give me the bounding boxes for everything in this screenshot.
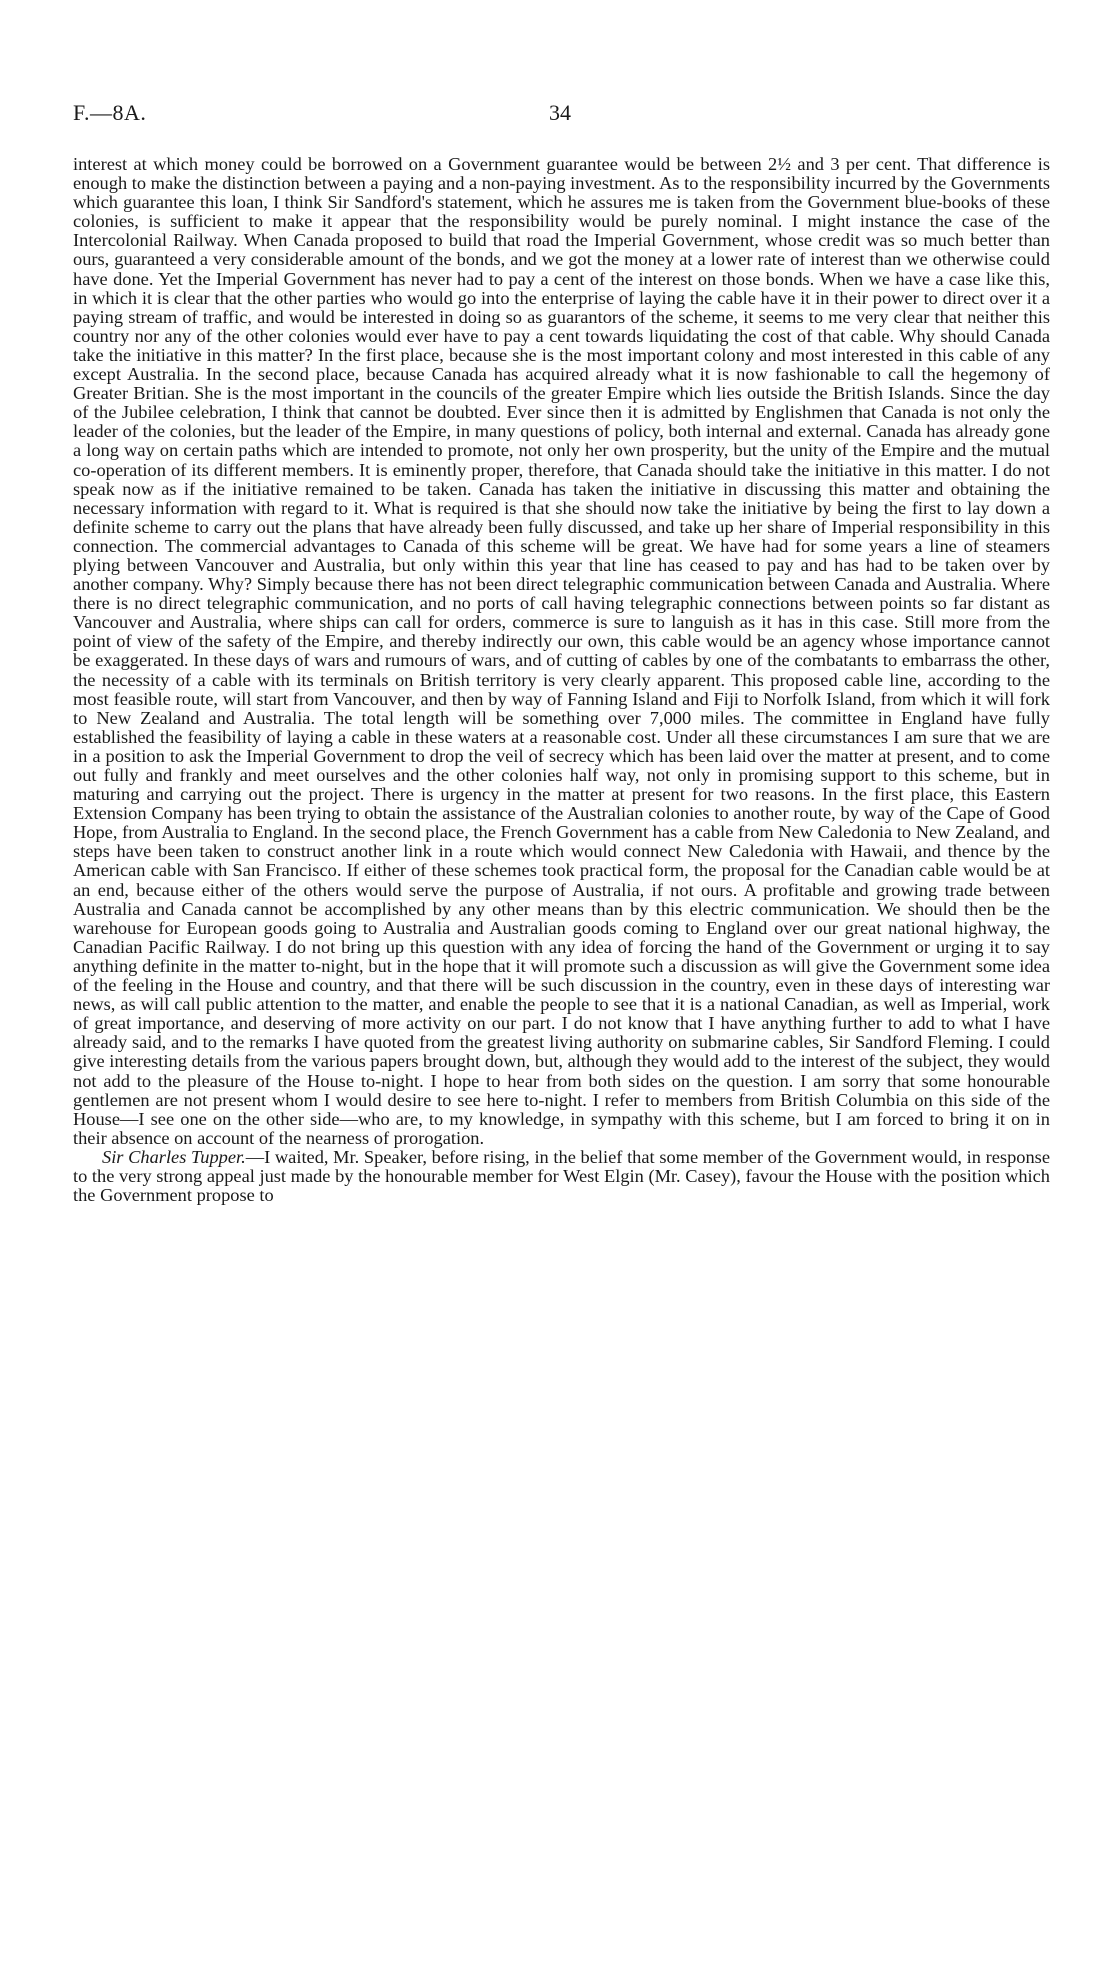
paragraph-text: interest at which money could be borrowed on a Government guarantee would be between 2½ and 3 per cent. That difference is enough to make the distinction between a paying and a non-paying investment. As to the responsibility incurred by the Governments which guarantee this loan, I think Sir Sandford's statement, which he assures me is taken from the Government blue-books of these colonies, is sufficient to make it appear that the responsibility would be purely nominal. I might instance the case of the Intercolonial Railway. When Canada proposed to build that road the Imperial Government, whose credit was so much better than ours, guaranteed a very considerable amount of the bonds, and we got the money at a lower rate of interest than we otherwise could have done. Yet the Imperial Government has never had to pay a cent of the interest on those bonds. When we have a case like this, in which it is clear that the other parties who would go into the enterprise of laying the cable have it in their power to direct over it a paying stream of traffic, and would be interested in doing so as guarantors of the scheme, it seems to me very clear that neither this country nor any of the other colonies would ever have to pay a cent towards liquidating the cost of that cable. Why should Canada take the initiative in this matter? In the first place, because she is the most important colony and most interested in this cable of any except Australia. In the second place, because Canada has acquired already what it is now fashionable to call the hegemony of Greater Britian. She is the most important in the councils of the greater Empire which lies outside the British Islands. Since the day of the Jubilee celebration, I think that cannot be doubted. Ever since then it is admitted by Englishmen that Canada is not only the leader of the colonies, but the leader of the Empire, in many questions of policy, both internal and external. Canada has already gone a long way on certain paths which are intended to promote, not only her own prosperity, but the unity of the Empire and the mutual co-operation of its different members. It is eminently proper, therefore, that Canada should take the initiative in this matter. I do not speak now as if the initiative remained to be taken. Canada has taken the initiative in discussing this matter and obtaining the necessary information with regard to it. What is required is that she should now take the initiative by being the first to lay down a definite scheme to carry out the plans that have already been fully discussed, and take up her share of Imperial responsibility in this connection. The commercial advantages to Canada of this scheme will be great. We have had for some years a line of steamers plying between Vancouver and Australia, but only within this year that line has ceased to pay and has had to be taken over by another company. Why? Simply because there has not been direct telegraphic communication between Canada and Australia. Where there is no direct telegraphic communication, and no ports of call having telegraphic connections between points so far distant as Vancouver and Australia, where ships can call for orders, commerce is sure to languish as it has in this case. Still more from the point of view of the safety of the Empire, and thereby indirectly our own, this cable would be an agency whose importance cannot be exaggerated. In these days of wars and rumours of wars, and of cutting of cables by one of the combatants to embarrass the other, the necessity of a cable with its terminals on British territory is very clearly apparent. This proposed cable line, according to the most feasible route, will start from Vancouver, and then by way of Fanning Island and Fiji to Norfolk Island, from which it will fork to New Zealand and Australia. The total length will be something over 7,000 miles. The committee in England have fully established the feasibility of laying a cable in these waters at a reasonable cost. Under all these circumstances I am sure that we are in a position to ask the Imperial Government to drop the veil of secrecy which has been laid over the matter at present, and to come out fully and frankly and meet ourselves and the other colonies half way, not only in promising support to this scheme, but in maturing and carrying out the project. There is urgency in the matter at present for two reasons. In the first place, this Eastern Extension Company has been trying to obtain the assistance of the Australian colonies to another route, by way of the Cape of Good Hope, from Australia to England. In the second place, the French Government has a cable from New Caledonia to New Zealand, and steps have been taken to construct another link in a route which would connect New Caledonia with Hawaii, and thence by the American cable with San Francisco. If either of these schemes took practical form, the proposal for the Canadian cable would be at an end, because either of the others would serve the purpose of Australia, if not ours. A profitable and growing trade between Australia and Canada cannot be accomplished by any other means than by this electric communication. We should then be the warehouse for European goods going to Australia and Australian goods coming to England over our great national highway, the Canadian Pacific Railway. I do not bring up this question with any idea of forcing the hand of the Government or urging it to say anything definite in the matter to-night, but in the hope that it will promote such a discussion as will give the Government some idea of the feeling in the House and country, and that there will be such discussion in the country, even in these days of interesting war news, as will call public attention to the matter, and enable the people to see that it is a national Canadian, as well as Imperial, work of great importance, and deserving of more activity on our part. I do not know that I have anything further to add to what I have already said, and to the remarks I have quoted from the greatest living authority on submarine cables, Sir Sandford Fleming. I could give interesting details from the various papers brought down, but, although they would add to the interest of the subject, they would not add to the pleasure of the House to-night. I hope to hear from both sides on the question. I am sorry that some honourable gentlemen are not present whom I would desire to see here to-night. I refer to members from British Columbia on this side of the House—I see one on the other side—who are, to my knowledge, in sympathy with this scheme, but I am forced to bring it on in their absence on account of the nearness of prorogation.: [73, 154, 1050, 1148]
body-text: [73, 155, 1050, 1205]
paragraph-continued: [73, 155, 1050, 1148]
page-header: [73, 100, 1050, 134]
document-reference: F.—8A.: [73, 100, 147, 125]
paragraph-text: —I waited, Mr. Speaker, before rising, in the belief that some member of the Government would, in response to the very strong appeal just made by the honourable member for West Elgin (Mr. Casey), favour the House with the position which the Government propose to: [73, 1146, 1050, 1206]
page-number: 34: [549, 100, 571, 125]
speaker-name: Sir Charles Tupper.: [102, 1146, 246, 1167]
paragraph-tupper: [73, 1148, 1050, 1205]
